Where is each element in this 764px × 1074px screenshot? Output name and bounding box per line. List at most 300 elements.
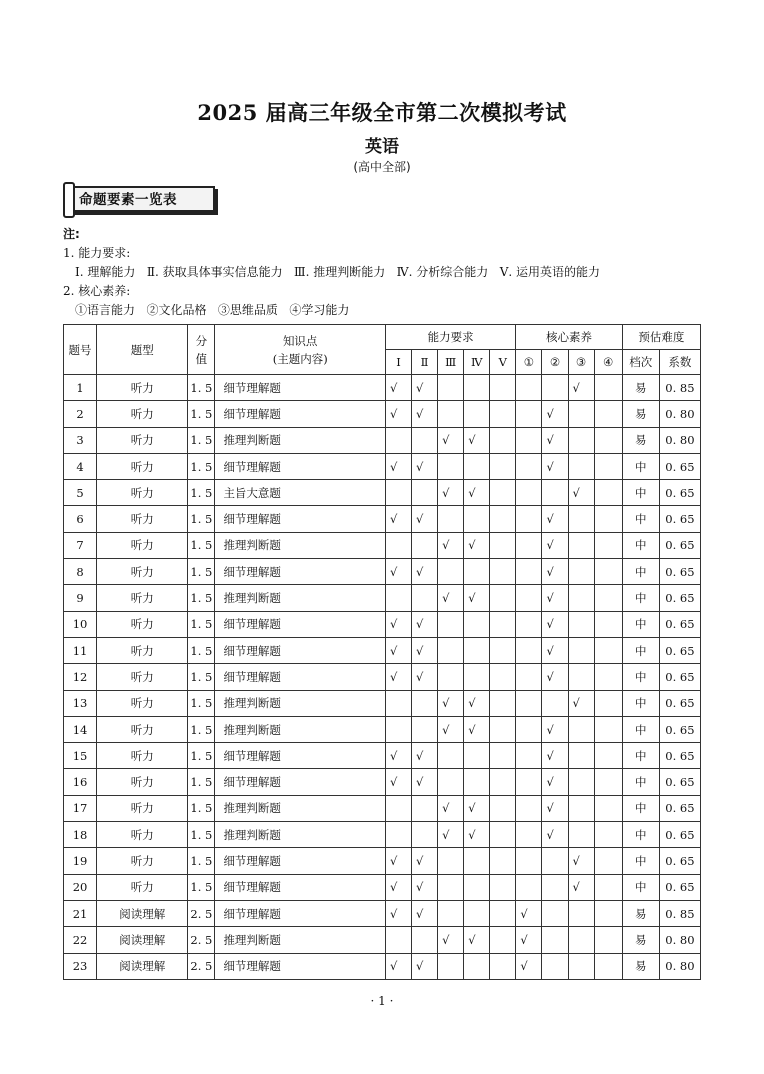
cell-ability: √ [412,506,438,532]
cell-ability [490,716,516,742]
cell-ability: √ [385,559,411,585]
cell-literacy [516,690,542,716]
cell-type: 听力 [97,480,188,506]
table-row [64,743,701,769]
note-label: 注: [63,227,80,241]
cell-level: 中 [622,664,659,690]
cell-score: 1. 5 [188,769,215,795]
cell-level: 中 [622,769,659,795]
cell-no: 17 [64,795,97,821]
cell-ability: √ [412,375,438,401]
cell-literacy: √ [542,585,568,611]
cell-type: 听力 [97,375,188,401]
cell-type: 听力 [97,559,188,585]
header-level: 档次 [622,350,659,375]
cell-ability [385,585,411,611]
cell-coef: 0. 65 [659,585,700,611]
cell-coef: 0. 65 [659,611,700,637]
cell-type: 听力 [97,611,188,637]
cell-literacy [594,664,622,690]
cell-knowledge: 细节理解题 [215,611,386,637]
cell-ability [490,559,516,585]
cell-ability: √ [464,532,490,558]
cell-level: 中 [622,506,659,532]
cell-knowledge: 细节理解题 [215,664,386,690]
cell-literacy [516,611,542,637]
cell-ability [490,927,516,953]
table-row [64,953,701,979]
cell-literacy [542,953,568,979]
cell-level: 中 [622,559,659,585]
cell-literacy [568,506,594,532]
cell-coef: 0. 80 [659,953,700,979]
page-number: · 1 · [370,994,394,1008]
cell-ability [490,453,516,479]
cell-coef: 0. 65 [659,848,700,874]
cell-type: 听力 [97,690,188,716]
cell-ability [490,532,516,558]
scroll-roll-icon [63,182,75,218]
cell-ability [464,874,490,900]
cell-type: 听力 [97,453,188,479]
cell-no: 3 [64,427,97,453]
cell-ability: √ [438,532,464,558]
table-row [64,427,701,453]
cell-ability: √ [438,927,464,953]
header-literacy-col: ② [542,350,568,375]
cell-coef: 0. 65 [659,664,700,690]
cell-knowledge: 细节理解题 [215,769,386,795]
cell-ability [385,427,411,453]
cell-no: 9 [64,585,97,611]
cell-level: 易 [622,927,659,953]
cell-level: 中 [622,822,659,848]
cell-ability [464,743,490,769]
cell-no: 20 [64,874,97,900]
cell-score: 1. 5 [188,716,215,742]
cell-ability [464,375,490,401]
header-knowledge: 知识点 (主题内容) [215,325,386,375]
cell-knowledge: 细节理解题 [215,900,386,926]
cell-literacy [594,585,622,611]
table-row [64,453,701,479]
cell-literacy [516,716,542,742]
cell-knowledge: 推理判断题 [215,532,386,558]
cell-knowledge: 细节理解题 [215,637,386,663]
cell-knowledge: 推理判断题 [215,795,386,821]
cell-type: 听力 [97,743,188,769]
cell-knowledge: 细节理解题 [215,743,386,769]
cell-knowledge: 细节理解题 [215,506,386,532]
cell-literacy [594,743,622,769]
table-row [64,690,701,716]
cell-ability: √ [412,769,438,795]
cell-ability: √ [464,716,490,742]
cell-ability [490,585,516,611]
cell-ability [438,453,464,479]
cell-no: 10 [64,611,97,637]
cell-ability: √ [412,611,438,637]
cell-type: 听力 [97,874,188,900]
cell-literacy [594,927,622,953]
cell-literacy [594,716,622,742]
cell-ability [412,480,438,506]
cell-type: 阅读理解 [97,953,188,979]
cell-literacy [594,453,622,479]
table-row [64,611,701,637]
cell-ability: √ [412,453,438,479]
cell-literacy [516,769,542,795]
cell-coef: 0. 85 [659,375,700,401]
cell-literacy [542,375,568,401]
cell-literacy: √ [542,822,568,848]
cell-no: 11 [64,637,97,663]
cell-ability [464,559,490,585]
cell-coef: 0. 65 [659,743,700,769]
cell-score: 1. 5 [188,795,215,821]
cell-ability: √ [438,822,464,848]
cell-ability: √ [438,585,464,611]
cell-literacy [568,927,594,953]
cell-literacy [594,506,622,532]
cell-literacy [516,874,542,900]
cell-score: 1. 5 [188,480,215,506]
cell-literacy: √ [542,401,568,427]
cell-literacy [568,664,594,690]
cell-ability [385,690,411,716]
cell-literacy [594,769,622,795]
cell-ability [464,453,490,479]
cell-ability: √ [464,690,490,716]
cell-literacy [516,743,542,769]
cell-score: 1. 5 [188,874,215,900]
cell-knowledge: 推理判断题 [215,927,386,953]
header-ability: 能力要求 [385,325,515,350]
header-ability-col: Ⅴ [490,350,516,375]
cell-knowledge: 推理判断题 [215,427,386,453]
cell-no: 21 [64,900,97,926]
cell-ability: √ [385,848,411,874]
cell-literacy: √ [542,795,568,821]
cell-ability [412,690,438,716]
cell-ability [438,769,464,795]
ability-heading: 1. 能力要求: [63,246,131,260]
cell-ability [464,953,490,979]
cell-ability: √ [385,953,411,979]
cell-ability [412,532,438,558]
cell-literacy [516,822,542,848]
cell-literacy [516,848,542,874]
table-row [64,664,701,690]
cell-no: 23 [64,953,97,979]
cell-ability [412,427,438,453]
cell-type: 听力 [97,637,188,663]
cell-ability [464,900,490,926]
cell-knowledge: 细节理解题 [215,874,386,900]
table-row [64,401,701,427]
cell-ability: √ [412,743,438,769]
cell-literacy [594,532,622,558]
cell-literacy [568,900,594,926]
cell-ability [490,874,516,900]
cell-literacy [542,848,568,874]
cell-literacy [542,900,568,926]
cell-no: 2 [64,401,97,427]
cell-ability [438,848,464,874]
cell-knowledge: 细节理解题 [215,848,386,874]
cell-literacy [594,874,622,900]
cell-literacy [542,480,568,506]
scope-subtitle: (高中全部) [353,160,411,174]
notes-section [63,225,600,320]
cell-ability [438,743,464,769]
table-row [64,480,701,506]
cell-score: 2. 5 [188,927,215,953]
cell-literacy [594,427,622,453]
cell-coef: 0. 65 [659,532,700,558]
cell-literacy [516,427,542,453]
cell-literacy: √ [516,900,542,926]
cell-ability [490,664,516,690]
cell-type: 听力 [97,769,188,795]
cell-coef: 0. 65 [659,822,700,848]
cell-no: 14 [64,716,97,742]
cell-literacy [568,822,594,848]
literacy-legend: ①语言能力 ②文化品格 ③思维品质 ④学习能力 [75,303,350,317]
cell-literacy [594,401,622,427]
cell-coef: 0. 80 [659,401,700,427]
cell-ability [385,532,411,558]
cell-type: 听力 [97,716,188,742]
cell-knowledge: 推理判断题 [215,716,386,742]
cell-literacy [568,585,594,611]
cell-literacy: √ [568,690,594,716]
cell-ability [490,401,516,427]
cell-no: 1 [64,375,97,401]
cell-type: 听力 [97,585,188,611]
cell-no: 18 [64,822,97,848]
table-row [64,637,701,663]
cell-ability: √ [385,664,411,690]
header-row-1 [64,325,701,350]
cell-literacy: √ [542,769,568,795]
cell-literacy: √ [542,506,568,532]
cell-literacy [594,480,622,506]
cell-literacy: √ [542,716,568,742]
cell-literacy [594,900,622,926]
cell-score: 1. 5 [188,506,215,532]
cell-no: 22 [64,927,97,953]
cell-ability: √ [464,427,490,453]
cell-type: 听力 [97,664,188,690]
cell-level: 易 [622,953,659,979]
table-row [64,874,701,900]
cell-ability: √ [412,401,438,427]
cell-level: 中 [622,532,659,558]
cell-ability: √ [438,795,464,821]
cell-coef: 0. 65 [659,637,700,663]
cell-literacy [542,690,568,716]
cell-ability [490,637,516,663]
cell-ability [490,690,516,716]
cell-score: 1. 5 [188,401,215,427]
table-row [64,795,701,821]
cell-literacy [594,637,622,663]
cell-literacy [516,637,542,663]
cell-literacy [594,822,622,848]
cell-literacy [594,559,622,585]
cell-ability [438,375,464,401]
cell-literacy [516,480,542,506]
cell-ability [438,900,464,926]
cell-level: 中 [622,453,659,479]
cell-coef: 0. 80 [659,427,700,453]
cell-ability: √ [412,559,438,585]
cell-literacy [568,427,594,453]
table-row [64,769,701,795]
cell-literacy [568,769,594,795]
cell-level: 中 [622,743,659,769]
cell-literacy [568,743,594,769]
cell-ability [490,848,516,874]
header-literacy-col: ① [516,350,542,375]
cell-coef: 0. 85 [659,900,700,926]
table-row [64,900,701,926]
cell-literacy [568,953,594,979]
cell-ability: √ [385,900,411,926]
cell-literacy [516,375,542,401]
cell-score: 1. 5 [188,637,215,663]
cell-ability: √ [438,427,464,453]
cell-ability [464,506,490,532]
cell-ability [490,769,516,795]
cell-knowledge: 细节理解题 [215,453,386,479]
cell-coef: 0. 65 [659,690,700,716]
header-ability-col: Ⅲ [438,350,464,375]
cell-literacy: √ [542,743,568,769]
cell-ability: √ [385,453,411,479]
cell-ability: √ [385,611,411,637]
cell-no: 5 [64,480,97,506]
cell-score: 1. 5 [188,611,215,637]
cell-literacy: √ [516,927,542,953]
cell-type: 听力 [97,822,188,848]
cell-ability [464,611,490,637]
cell-knowledge: 推理判断题 [215,822,386,848]
table-row [64,822,701,848]
cell-ability: √ [412,900,438,926]
cell-ability: √ [385,769,411,795]
cell-ability [412,927,438,953]
cell-literacy: √ [542,611,568,637]
cell-literacy [568,532,594,558]
cell-ability [464,637,490,663]
cell-score: 1. 5 [188,427,215,453]
cell-coef: 0. 65 [659,453,700,479]
cell-no: 6 [64,506,97,532]
cell-literacy [516,559,542,585]
cell-level: 中 [622,585,659,611]
cell-literacy [516,506,542,532]
header-ability-col: Ⅰ [385,350,411,375]
cell-coef: 0. 65 [659,506,700,532]
cell-ability: √ [438,480,464,506]
cell-literacy: √ [568,375,594,401]
cell-no: 7 [64,532,97,558]
header-ability-col: Ⅱ [412,350,438,375]
cell-literacy [568,559,594,585]
cell-literacy [542,927,568,953]
cell-level: 中 [622,795,659,821]
cell-ability [412,585,438,611]
ability-legend: Ⅰ. 理解能力 Ⅱ. 获取具体事实信息能力 Ⅲ. 推理判断能力 Ⅳ. 分析综合能力 Ⅴ. 运用英语的能力 [75,265,601,279]
cell-ability [385,795,411,821]
cell-score: 1. 5 [188,532,215,558]
cell-ability: √ [412,664,438,690]
cell-score: 1. 5 [188,822,215,848]
cell-score: 1. 5 [188,453,215,479]
cell-no: 15 [64,743,97,769]
cell-coef: 0. 65 [659,795,700,821]
cell-literacy [568,637,594,663]
cell-score: 1. 5 [188,559,215,585]
cell-ability [490,480,516,506]
subject-title: 英语 [365,137,399,157]
cell-ability: √ [385,401,411,427]
cell-score: 2. 5 [188,900,215,926]
cell-ability [464,664,490,690]
cell-coef: 0. 65 [659,559,700,585]
cell-literacy [516,532,542,558]
cell-literacy [594,848,622,874]
cell-type: 阅读理解 [97,900,188,926]
cell-knowledge: 细节理解题 [215,401,386,427]
cell-ability: √ [385,637,411,663]
table-row [64,559,701,585]
cell-literacy: √ [568,480,594,506]
cell-ability [490,743,516,769]
cell-ability [438,559,464,585]
cell-coef: 0. 65 [659,480,700,506]
header-literacy: 核心素养 [516,325,622,350]
cell-level: 中 [622,480,659,506]
cell-ability [464,769,490,795]
cell-ability [490,427,516,453]
cell-level: 中 [622,690,659,716]
cell-ability [412,716,438,742]
cell-type: 听力 [97,795,188,821]
cell-literacy [568,453,594,479]
cell-literacy [542,874,568,900]
cell-ability: √ [464,822,490,848]
cell-literacy [568,611,594,637]
cell-ability: √ [412,874,438,900]
cell-ability [490,506,516,532]
cell-ability [490,611,516,637]
cell-ability [438,953,464,979]
cell-score: 1. 5 [188,375,215,401]
cell-literacy [594,953,622,979]
cell-knowledge: 主旨大意题 [215,480,386,506]
header-difficulty: 预估难度 [622,325,700,350]
cell-knowledge: 细节理解题 [215,559,386,585]
cell-literacy [516,585,542,611]
cell-ability [438,506,464,532]
cell-ability [490,900,516,926]
cell-ability [385,716,411,742]
cell-literacy [594,690,622,716]
cell-coef: 0. 65 [659,874,700,900]
